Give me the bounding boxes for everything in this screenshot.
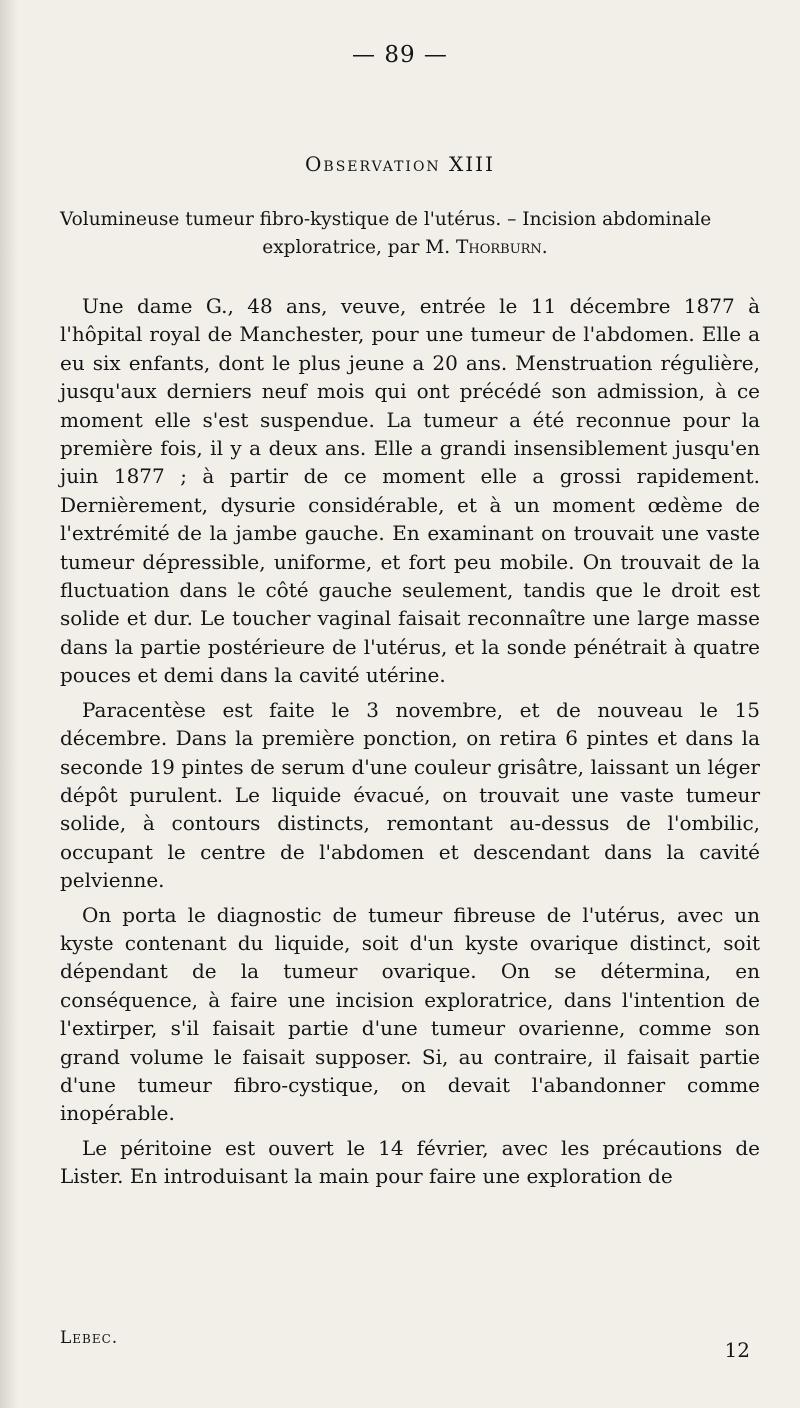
- sheet-number: 12: [724, 1338, 750, 1362]
- paragraph-diagnosis: On porta le diagnostic de tumeur fibreuse de l'utérus, avec un kyste contenant du liquide, soit d'un kyste ovarique distinct, soit dépendant de la tumeur ovarique. On se détermina, en conséquence, à faire une incision exploratrice, dans l'intention de l'extirper, s'il faisait partie d'une tumeur ovarienne, comme son grand volume le faisait supposer. Si, au contraire, il faisait partie d'une tumeur fibro-cystique, on devait l'abandonner comme inopérable.: [60, 902, 760, 1126]
- page-number: — 89 —: [352, 42, 448, 68]
- summary-author: Thorburn.: [456, 237, 548, 258]
- summary-line-2: [60, 234, 750, 262]
- paragraph-paracentesis: Paracentèse est faite le 3 novembre, et de nouveau le 15 décembre. Dans la première ponction, on retira 6 pintes et dans la seconde 19 pintes de serum d'une couleur grisâtre, laissant un léger dépôt purulent. Le liquide évacué, on trouvait une vaste tumeur solide, à contours distincts, remontant au-dessus de l'ombilic, occupant le centre de l'abdomen et descendant dans la cavité pelvienne.: [60, 697, 760, 893]
- observation-heading: Observation XIII: [305, 152, 495, 176]
- paragraph-operation: Le péritoine est ouvert le 14 février, avec les précautions de Lister. En introduisant la main pour faire une exploration de: [60, 1135, 760, 1189]
- observation-summary: [60, 206, 750, 262]
- page-edge-shadow: [0, 0, 18, 1408]
- printer-signature: Lebec.: [60, 1328, 119, 1348]
- observation-body: [60, 292, 760, 1197]
- paragraph-case-history: Une dame G., 48 ans, veuve, entrée le 11 décembre 1877 à l'hôpital royal de Manchester, pour une tumeur de l'abdomen. Elle a eu six enfants, dont le plus jeune a 20 ans. Menstruation régulière, jusqu'aux derniers neuf mois qui ont précédé son admission, à ce moment elle s'est suspendue. La tumeur a été reconnue pour la première fois, il y a deux ans. Elle a grandi insensiblement jusqu'en juin 1877 ; à partir de ce moment elle a grossi rapidement. Dernièrement, dysurie considérable, et à un moment œdème de l'extrémité de la jambe gauche. En examinant on trouvait une vaste tumeur dépressible, uniforme, et fort peu mobile. On trouvait de la fluctuation dans le côté gauche seulement, tandis que le droit est solide et dur. Le toucher vaginal faisait reconnaître une large masse dans la partie postérieure de l'utérus, et la sonde pénétrait à quatre pouces et demi dans la cavité utérine.: [60, 294, 760, 688]
- summary-line-2-text: exploratrice, par M.: [262, 237, 457, 258]
- summary-line-1: Volumineuse tumeur fibro-kystique de l'utérus. – Incision abdominale: [60, 209, 712, 230]
